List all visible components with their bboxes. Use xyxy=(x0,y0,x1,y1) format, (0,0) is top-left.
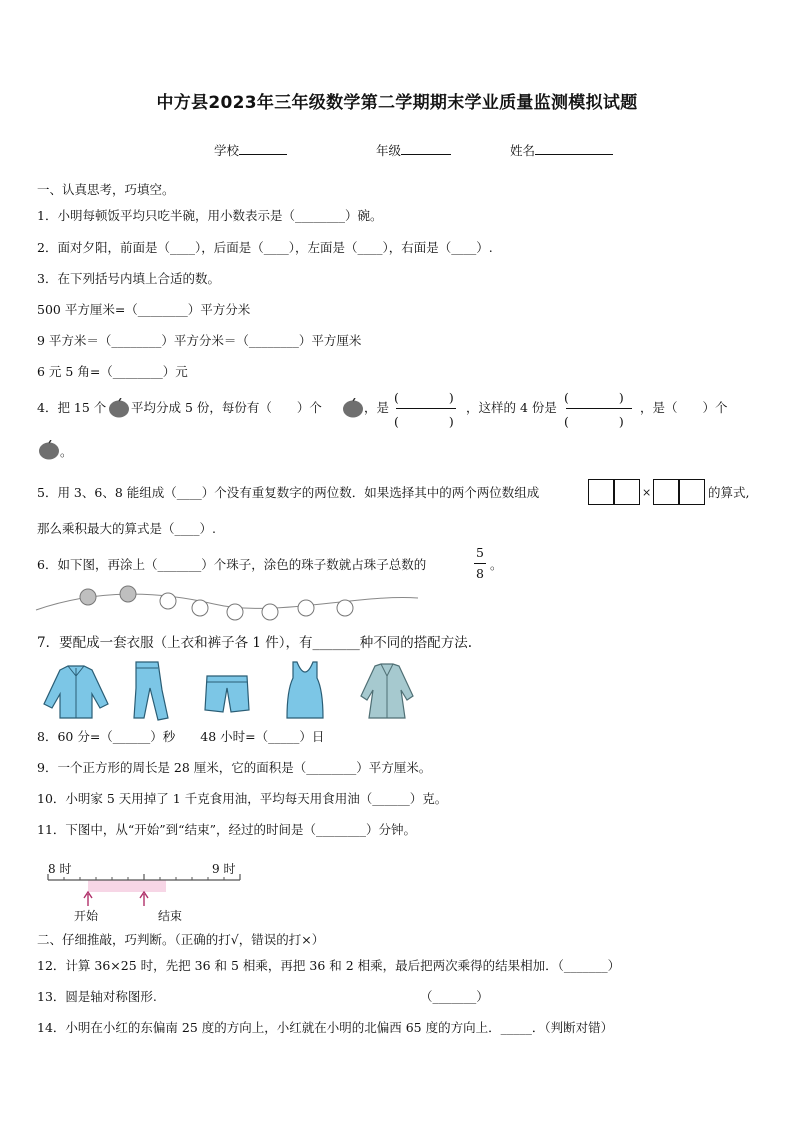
digit-box[interactable] xyxy=(679,479,705,505)
bead-filled xyxy=(120,586,136,602)
jeans-icon xyxy=(126,660,172,722)
bead-string-figure xyxy=(34,582,420,622)
grade-field xyxy=(376,142,451,159)
question-14: 14．小明在小红的东偏南 25 度的方向上，小红就在小明的北偏西 65 度的方向上．_____．（判断对错） xyxy=(37,1020,614,1035)
question-4-part2: 平均分成 5 份，每份有（ ）个 xyxy=(131,400,322,415)
question-13: 13．圆是轴对称图形. xyxy=(37,989,157,1004)
question-4-part3: ，是 xyxy=(364,400,390,415)
question-4-part4: ，这样的 4 份是 xyxy=(466,400,557,415)
digit-box[interactable] xyxy=(614,479,640,505)
question-7: 7．要配成一套衣服（上衣和裤子各 1 件），有_______种不同的搭配方法. xyxy=(37,635,473,651)
fraction-2-bar xyxy=(566,408,632,409)
fraction-numerator: 5 xyxy=(476,545,484,560)
bead-empty[interactable] xyxy=(160,593,176,609)
question-6: 6．如下图，再涂上（_______）个珠子，涂色的珠子数就占珠子总数的 xyxy=(37,557,427,572)
question-10: 10．小明家 5 天用掉了 1 千克食用油，平均每天用食用油（______）克。 xyxy=(37,791,448,806)
question-5-line2: 那么乘积最大的算式是（____）. xyxy=(37,521,216,536)
bead-filled xyxy=(80,589,96,605)
fraction-bar xyxy=(474,563,486,564)
fraction-2-denominator: ( ) xyxy=(564,414,624,429)
fraction-blank-2[interactable] xyxy=(564,388,630,432)
question-5-part2: 的算式, xyxy=(708,485,750,500)
start-arrow-icon xyxy=(84,892,92,906)
question-3b: 9 平方米＝（________）平方分米＝（________）平方厘米 xyxy=(37,333,362,348)
question-5-part1: 5．用 3、6、8 能组成（____）个没有重复数字的两位数．如果选择其中的两个两位数组成 xyxy=(37,485,540,500)
timeline-ruler xyxy=(44,874,254,908)
section-2-heading: 二、仔细推敲，巧判断。（正确的打√，错误的打×） xyxy=(37,932,325,947)
end-arrow-icon xyxy=(140,892,148,906)
shorts-icon xyxy=(203,672,251,716)
question-12: 12．计算 36×25 时，先把 36 和 5 相乘，再把 36 和 2 相乘，最后把两次乘得的结果相加．（_______） xyxy=(37,958,621,973)
bead-empty[interactable] xyxy=(298,600,314,616)
bead-empty[interactable] xyxy=(227,604,243,620)
question-3: 3．在下列括号内填上合适的数。 xyxy=(37,271,220,286)
fraction-five-eighths xyxy=(474,545,488,585)
question-4-part1: 4．把 15 个 xyxy=(37,400,107,415)
apple-icon xyxy=(108,398,130,418)
school-field xyxy=(214,142,287,159)
coat-icon xyxy=(357,662,417,720)
school-label: 学校 xyxy=(214,143,240,158)
fraction-denominator: 8 xyxy=(476,566,484,581)
name-field xyxy=(510,142,613,159)
times-sign: × xyxy=(642,486,652,499)
timeline-start-hour: 8 时 xyxy=(48,862,72,876)
bead-empty[interactable] xyxy=(262,604,278,620)
section-1-heading: 一、认真思考，巧填空。 xyxy=(37,182,175,197)
question-13-answer[interactable]: （_______） xyxy=(420,989,489,1004)
timeline-end-label: 结束 xyxy=(158,909,183,923)
bead-empty[interactable] xyxy=(192,600,208,616)
question-8: 8．60 分=（______）秒 48 小时=（_____）日 xyxy=(37,729,325,744)
grade-label: 年级 xyxy=(376,143,402,158)
bead-empty[interactable] xyxy=(337,600,353,616)
grade-blank[interactable] xyxy=(401,142,451,155)
fraction-1-numerator: ( ) xyxy=(394,390,454,405)
question-6-end: 。 xyxy=(490,557,503,572)
timeline-start-label: 开始 xyxy=(74,909,99,923)
page-title: 中方县2023年三年级数学第二学期期末学业质量监测模拟试题 xyxy=(156,93,638,113)
question-2: 2．面对夕阳，前面是（____），后面是（____），左面是（____），右面是（____）. xyxy=(37,240,493,255)
question-4-part5: ，是（ ）个 xyxy=(640,400,728,415)
digit-box[interactable] xyxy=(653,479,679,505)
digit-box[interactable] xyxy=(588,479,614,505)
name-blank[interactable] xyxy=(535,142,613,155)
jacket-icon xyxy=(38,664,114,722)
fraction-blank-1[interactable] xyxy=(394,388,460,432)
name-label: 姓名 xyxy=(510,143,536,158)
tank-top-icon xyxy=(283,660,327,720)
question-4-end: 。 xyxy=(60,444,73,459)
elapsed-segment xyxy=(88,880,166,892)
school-blank[interactable] xyxy=(239,142,287,155)
timeline-figure xyxy=(44,858,254,928)
fraction-1-bar xyxy=(396,408,456,409)
fraction-2-numerator: ( ) xyxy=(564,390,624,405)
apple-icon xyxy=(342,398,364,418)
question-3a: 500 平方厘米=（________）平方分米 xyxy=(37,302,251,317)
apple-icon xyxy=(38,440,60,460)
question-9: 9．一个正方形的周长是 28 厘米，它的面积是（________）平方厘米。 xyxy=(37,760,432,775)
question-11: 11．下图中，从“开始”到“结束”，经过的时间是（________）分钟。 xyxy=(37,822,416,837)
timeline-end-hour: 9 时 xyxy=(212,862,236,876)
fraction-1-denominator: ( ) xyxy=(394,414,454,429)
question-1: 1．小明每顿饭平均只吃半碗，用小数表示是（________）碗。 xyxy=(37,208,383,223)
question-3c: 6 元 5 角=（________）元 xyxy=(37,364,188,379)
